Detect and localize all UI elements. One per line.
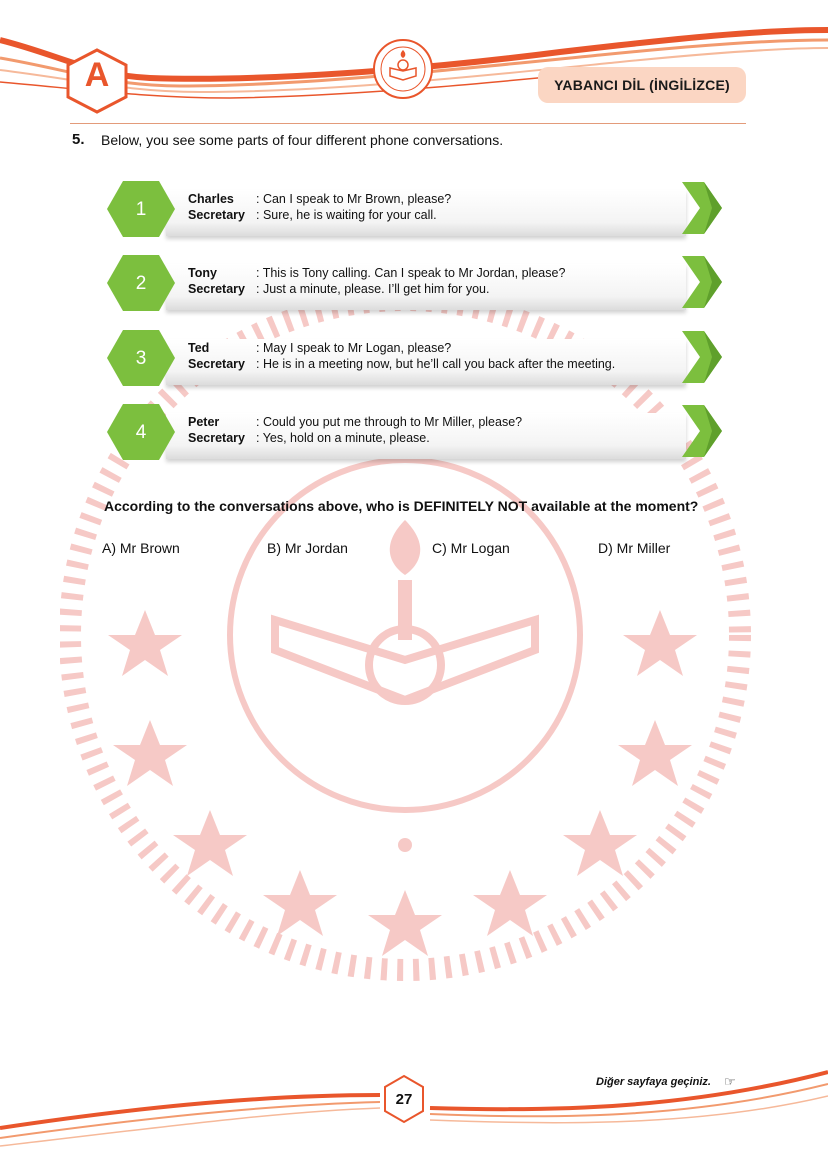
conversation-number: 1 bbox=[135, 199, 147, 220]
subject-pill: YABANCI DİL (İNGİLİZCE) bbox=[538, 67, 746, 103]
dialogue-text: : Can I speak to Mr Brown, please? bbox=[256, 192, 452, 206]
speaker-name: Secretary bbox=[188, 282, 245, 296]
conversation-box bbox=[106, 331, 722, 391]
dialogue-line bbox=[188, 357, 615, 371]
speaker-name: Charles bbox=[188, 192, 234, 206]
option-c[interactable]: C) Mr Logan bbox=[432, 540, 510, 556]
chevron-right-icon bbox=[682, 256, 722, 308]
conversation-number: 4 bbox=[135, 422, 147, 443]
dialogue-line bbox=[188, 266, 565, 280]
conversation-number: 2 bbox=[135, 273, 147, 294]
speaker-name: Peter bbox=[188, 415, 220, 429]
dialogue-text: : Could you put me through to Mr Miller, please? bbox=[256, 415, 523, 429]
dialogue-text: : May I speak to Mr Logan, please? bbox=[256, 341, 452, 355]
question-number: 5. bbox=[72, 131, 85, 148]
conversation-box bbox=[106, 256, 722, 316]
conversation-box bbox=[106, 182, 722, 242]
dialogue-text: : This is Tony calling. Can I speak to Mr Jordan, please? bbox=[256, 266, 566, 280]
dialogue-line bbox=[188, 192, 451, 206]
dialogue-line bbox=[188, 208, 437, 222]
speaker-name: Secretary bbox=[188, 431, 245, 445]
watermark-seal bbox=[60, 290, 760, 990]
option-d[interactable]: D) Mr Miller bbox=[598, 540, 671, 556]
dialogue-text: : He is in a meeting now, but he’ll call you back after the meeting. bbox=[256, 357, 616, 371]
next-page-note: Diğer sayfaya geçiniz. bbox=[596, 1076, 711, 1088]
chevron-right-icon bbox=[682, 331, 722, 383]
speaker-name: Secretary bbox=[188, 357, 245, 371]
chevron-right-icon bbox=[682, 405, 722, 457]
dialogue-line bbox=[188, 282, 489, 296]
dialogue-text: : Sure, he is waiting for your call. bbox=[256, 208, 437, 222]
header-divider bbox=[70, 123, 746, 124]
chevron-right-icon bbox=[682, 182, 722, 234]
option-a[interactable]: A) Mr Brown bbox=[102, 540, 180, 556]
dialogue-line bbox=[188, 415, 522, 429]
dialogue-text: : Yes, hold on a minute, please. bbox=[256, 431, 430, 445]
booklet-letter: A bbox=[84, 56, 110, 94]
option-b[interactable]: B) Mr Jordan bbox=[267, 540, 348, 556]
question-intro: Below, you see some parts of four different phone conversations. bbox=[101, 132, 504, 148]
speaker-name: Secretary bbox=[188, 208, 245, 222]
speaker-name: Tony bbox=[188, 266, 217, 280]
speaker-name: Ted bbox=[188, 341, 210, 355]
dialogue-line bbox=[188, 431, 430, 445]
dialogue-text: : Just a minute, please. I’ll get him for you. bbox=[256, 282, 490, 296]
dialogue-line bbox=[188, 341, 451, 355]
conversation-number: 3 bbox=[135, 348, 147, 369]
page-number: 27 bbox=[395, 1091, 413, 1108]
question-prompt: According to the conversations above, who is DEFINITELY NOT available at the moment? bbox=[104, 498, 699, 514]
conversation-box bbox=[106, 405, 722, 465]
ministry-emblem-icon bbox=[372, 38, 434, 100]
pointing-hand-icon: ☞ bbox=[724, 1074, 736, 1089]
